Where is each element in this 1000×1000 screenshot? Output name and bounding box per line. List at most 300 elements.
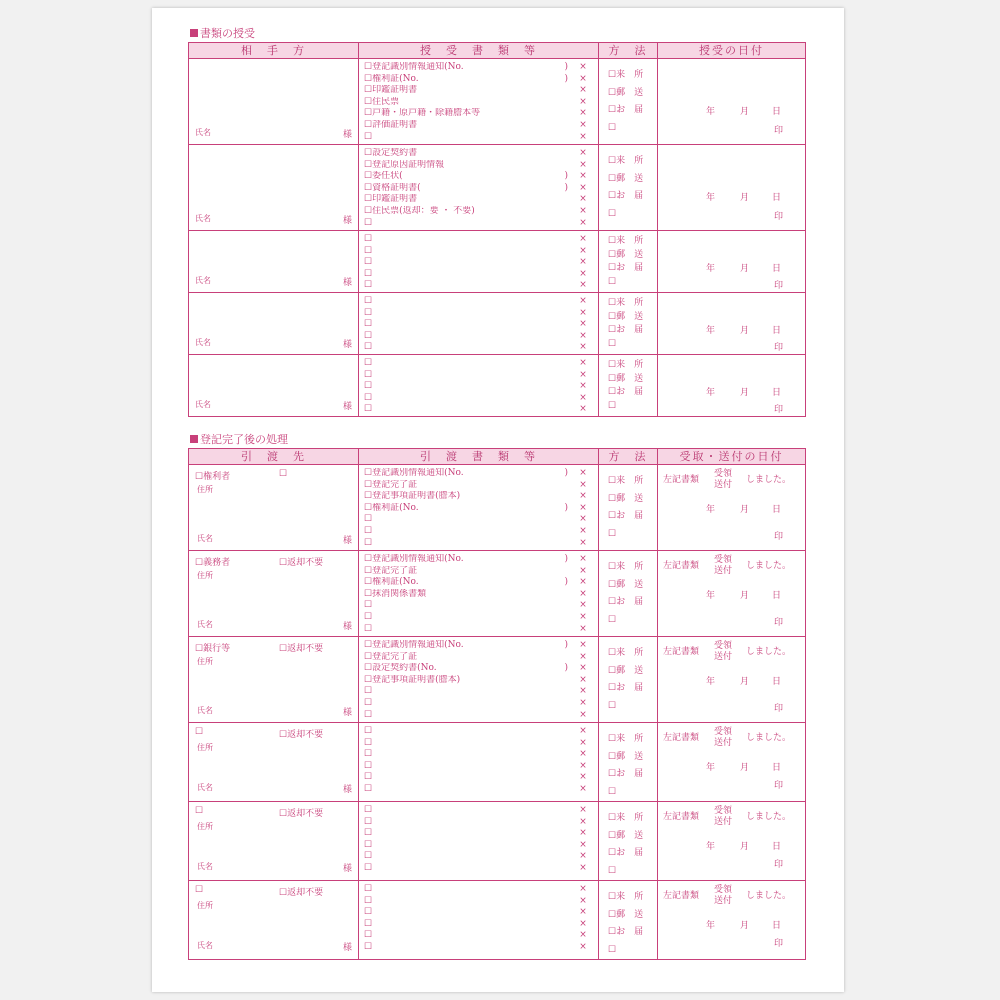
paren-close xyxy=(560,194,568,206)
document-checkbox-label[interactable]: ☐ xyxy=(364,783,373,794)
document-line[interactable] xyxy=(364,817,598,829)
document-line[interactable] xyxy=(364,491,598,503)
document-line[interactable] xyxy=(364,514,598,526)
document-line[interactable] xyxy=(364,370,598,382)
document-line[interactable] xyxy=(364,358,598,370)
document-line[interactable] xyxy=(364,919,598,931)
document-line[interactable] xyxy=(364,74,598,86)
document-checkbox-label[interactable]: ☐印鑑証明書 xyxy=(364,194,418,205)
document-line[interactable] xyxy=(364,784,598,796)
method-option[interactable]: ☐ xyxy=(608,208,617,219)
exchange-row xyxy=(189,59,806,145)
return-not-needed-checkbox[interactable]: ☐返却不要 xyxy=(279,809,324,819)
address-label: 住所 xyxy=(197,657,213,666)
handover-row xyxy=(189,881,806,960)
document-checkbox-label[interactable]: ☐抹消関係書類 xyxy=(364,588,427,599)
month-label: 月 xyxy=(740,326,750,336)
document-checkbox-label[interactable]: ☐ xyxy=(364,525,373,536)
paren-close xyxy=(560,566,568,578)
header-counterparty: 相 手 方 xyxy=(189,43,359,59)
document-line[interactable] xyxy=(364,907,598,919)
handover-row xyxy=(189,802,806,881)
multiply-icon: × xyxy=(579,194,587,205)
document-line[interactable] xyxy=(364,749,598,761)
document-line[interactable] xyxy=(364,884,598,896)
document-checkbox-label[interactable]: ☐住民票 xyxy=(364,96,400,107)
square-bullet-icon xyxy=(190,29,198,37)
counterparty-cell[interactable] xyxy=(189,293,359,355)
method-option[interactable]: ☐郵 送 xyxy=(608,751,644,762)
document-checkbox-label[interactable]: ☐ xyxy=(364,358,373,368)
method-option[interactable]: ☐ xyxy=(608,338,617,349)
name-label: 氏名 xyxy=(197,706,213,715)
multiply-icon: × xyxy=(579,234,587,244)
method-option[interactable]: ☐来 所 xyxy=(608,734,644,744)
name-label: 氏名 xyxy=(195,214,211,223)
return-not-needed-checkbox[interactable]: ☐ xyxy=(279,469,288,479)
document-checkbox-label[interactable]: ☐住民票(返却：要 ・ 不要) xyxy=(364,205,475,216)
seal-label: 印 xyxy=(773,281,783,291)
address-label: 住所 xyxy=(197,485,213,494)
document-list xyxy=(359,637,598,721)
recipient-checkbox[interactable]: ☐ xyxy=(195,885,204,895)
method-cell xyxy=(599,802,658,881)
return-not-needed-checkbox[interactable]: ☐返却不要 xyxy=(279,888,324,898)
method-option[interactable]: ☐郵 送 xyxy=(608,493,644,504)
method-option[interactable]: ☐郵 送 xyxy=(608,909,644,920)
document-line[interactable] xyxy=(364,828,598,840)
document-checkbox-label[interactable]: ☐ xyxy=(364,234,373,244)
document-line[interactable] xyxy=(364,851,598,863)
document-line[interactable] xyxy=(364,738,598,750)
handover-documents-cell xyxy=(359,637,599,723)
multiply-icon: × xyxy=(579,245,587,256)
document-line[interactable] xyxy=(364,183,598,195)
document-line[interactable] xyxy=(364,526,598,538)
document-checkbox-label[interactable]: ☐ xyxy=(364,839,373,850)
document-line[interactable] xyxy=(364,554,598,566)
document-line[interactable] xyxy=(364,663,598,675)
method-option[interactable]: ☐来 所 xyxy=(608,70,644,80)
document-checkbox-label[interactable]: ☐ xyxy=(364,537,373,548)
document-list xyxy=(359,145,598,229)
paren-close xyxy=(560,257,568,269)
counterparty-cell[interactable] xyxy=(189,59,359,145)
document-line[interactable] xyxy=(364,624,598,636)
multiply-icon: × xyxy=(579,884,587,894)
document-checkbox-label[interactable]: ☐ xyxy=(364,514,373,525)
document-checkbox-label[interactable]: ☐権利証(No. xyxy=(364,502,419,513)
document-line[interactable] xyxy=(364,319,598,331)
recipient-cell[interactable] xyxy=(189,881,359,960)
document-checkbox-label[interactable]: ☐ xyxy=(364,816,373,827)
method-option[interactable]: ☐来 所 xyxy=(608,360,644,370)
document-line[interactable] xyxy=(364,171,598,183)
document-line[interactable] xyxy=(364,538,598,550)
receipt-prefix: 左記書類 xyxy=(663,475,700,485)
document-checkbox-label[interactable]: ☐ xyxy=(364,709,373,720)
document-line[interactable] xyxy=(364,381,598,393)
document-line[interactable] xyxy=(364,331,598,343)
seal-label: 印 xyxy=(773,618,783,628)
document-checkbox-label[interactable]: ☐ xyxy=(364,404,373,415)
document-checkbox-label[interactable]: ☐ xyxy=(364,884,373,894)
send-option[interactable]: 送付 xyxy=(714,896,733,906)
method-option[interactable]: ☐お 届 xyxy=(608,325,644,335)
receive-option[interactable]: 受領 xyxy=(714,555,733,565)
document-line[interactable] xyxy=(364,726,598,738)
method-option[interactable]: ☐郵 送 xyxy=(608,665,644,676)
month-label: 月 xyxy=(740,107,750,117)
multiply-icon: × xyxy=(579,816,587,827)
document-line[interactable] xyxy=(364,234,598,246)
handover-row xyxy=(189,465,806,551)
document-checkbox-label[interactable]: ☐ xyxy=(364,307,373,318)
paren-close xyxy=(560,675,568,687)
send-option[interactable]: 送付 xyxy=(714,817,733,827)
method-option[interactable]: ☐お 届 xyxy=(608,769,644,779)
document-checkbox-label[interactable]: ☐登記完了証 xyxy=(364,565,418,576)
method-option[interactable]: ☐ xyxy=(608,400,617,411)
method-option[interactable]: ☐お 届 xyxy=(608,105,644,115)
recipient-checkbox[interactable]: ☐ xyxy=(195,727,204,737)
document-line[interactable] xyxy=(364,62,598,74)
document-checkbox-label[interactable]: ☐登記完了証 xyxy=(364,651,418,662)
document-line[interactable] xyxy=(364,342,598,354)
document-checkbox-label[interactable]: ☐ xyxy=(364,280,373,291)
document-line[interactable] xyxy=(364,761,598,773)
document-checkbox-label[interactable]: ☐登記完了証 xyxy=(364,479,418,490)
recipient-cell[interactable] xyxy=(189,723,359,802)
method-option[interactable]: ☐郵 送 xyxy=(608,579,644,590)
counterparty-cell[interactable] xyxy=(189,231,359,293)
document-line[interactable] xyxy=(364,612,598,624)
handover-row xyxy=(189,551,806,637)
method-option[interactable]: ☐郵 送 xyxy=(608,249,644,260)
honorific-label: 様 xyxy=(342,785,352,795)
receive-option[interactable]: 受領 xyxy=(714,806,733,816)
multiply-icon: × xyxy=(579,537,587,548)
document-checkbox-label[interactable]: ☐ xyxy=(364,772,373,783)
receive-option[interactable]: 受領 xyxy=(714,727,733,737)
document-checkbox-label[interactable]: ☐登記識別情報通知(No. xyxy=(364,468,464,478)
return-not-needed-checkbox[interactable]: ☐返却不要 xyxy=(279,730,324,740)
method-option[interactable]: ☐ xyxy=(608,700,617,711)
documents-exchange-table xyxy=(188,42,806,417)
send-option[interactable]: 送付 xyxy=(714,566,733,576)
document-line[interactable] xyxy=(364,296,598,308)
multiply-icon: × xyxy=(579,686,587,697)
method-option[interactable]: ☐お 届 xyxy=(608,511,644,521)
method-option[interactable]: ☐来 所 xyxy=(608,298,644,308)
receive-option[interactable]: 受領 xyxy=(714,885,733,895)
document-line[interactable] xyxy=(364,566,598,578)
method-option[interactable]: ☐ xyxy=(608,786,617,797)
method-option[interactable]: ☐お 届 xyxy=(608,848,644,858)
method-option[interactable]: ☐お 届 xyxy=(608,927,644,937)
document-checkbox-label[interactable]: ☐ xyxy=(364,392,373,403)
recipient-checkbox[interactable]: ☐義務者 xyxy=(195,558,231,568)
method-option[interactable]: ☐来 所 xyxy=(608,648,644,658)
paren-close xyxy=(560,686,568,698)
document-checkbox-label[interactable]: ☐ xyxy=(364,862,373,873)
method-option[interactable]: ☐来 所 xyxy=(608,156,644,166)
document-checkbox-label[interactable]: ☐委任状( xyxy=(364,171,403,182)
seal-label: 印 xyxy=(773,860,783,870)
document-checkbox-label[interactable]: ☐登記事項証明書(謄本) xyxy=(364,674,461,685)
paren-close xyxy=(560,805,568,817)
paren-close xyxy=(560,97,568,109)
paren-close xyxy=(560,919,568,931)
method-option[interactable]: ☐ xyxy=(608,614,617,625)
method-option[interactable]: ☐ xyxy=(608,944,617,955)
document-checkbox-label[interactable]: ☐ xyxy=(364,907,373,918)
document-line[interactable] xyxy=(364,206,598,218)
day-label: 日 xyxy=(772,763,782,773)
method-option[interactable]: ☐来 所 xyxy=(608,562,644,572)
day-label: 日 xyxy=(772,388,782,398)
multiply-icon: × xyxy=(579,930,587,941)
document-checkbox-label[interactable]: ☐ xyxy=(364,611,373,622)
document-checkbox-label[interactable]: ☐ xyxy=(364,268,373,279)
receipt-prefix: 左記書類 xyxy=(663,647,700,657)
seal-label: 印 xyxy=(773,343,783,353)
method-option[interactable]: ☐お 届 xyxy=(608,191,644,201)
document-line[interactable] xyxy=(364,698,598,710)
document-checkbox-label[interactable]: ☐ xyxy=(364,686,373,697)
document-checkbox-label[interactable]: ☐ xyxy=(364,737,373,748)
receipt-date-cell xyxy=(658,637,806,723)
method-option[interactable]: ☐お 届 xyxy=(608,263,644,273)
document-checkbox-label[interactable]: ☐ xyxy=(364,319,373,330)
document-line[interactable] xyxy=(364,308,598,320)
document-line[interactable] xyxy=(364,686,598,698)
document-checkbox-label[interactable]: ☐ xyxy=(364,726,373,736)
paren-close xyxy=(560,907,568,919)
multiply-icon: × xyxy=(579,280,587,291)
recipient-checkbox[interactable]: ☐ xyxy=(195,806,204,816)
document-checkbox-label[interactable]: ☐ xyxy=(364,600,373,611)
document-line[interactable] xyxy=(364,85,598,97)
method-option[interactable]: ☐郵 送 xyxy=(608,87,644,98)
send-option[interactable]: 送付 xyxy=(714,480,733,490)
document-line[interactable] xyxy=(364,97,598,109)
document-line[interactable] xyxy=(364,194,598,206)
document-checkbox-label[interactable]: ☐登記識別情報通知(No. xyxy=(364,554,464,564)
paren-close xyxy=(560,749,568,761)
document-checkbox-label[interactable]: ☐ xyxy=(364,930,373,941)
method-cell xyxy=(599,59,658,145)
exchange-row xyxy=(189,145,806,231)
document-line[interactable] xyxy=(364,840,598,852)
document-list xyxy=(359,465,598,549)
method-cell xyxy=(599,231,658,293)
counterparty-cell[interactable] xyxy=(189,355,359,417)
document-checkbox-label[interactable]: ☐印鑑証明書 xyxy=(364,85,418,96)
document-checkbox-label[interactable]: ☐登記識別情報通知(No. xyxy=(364,640,464,650)
document-line[interactable] xyxy=(364,280,598,292)
year-label: 年 xyxy=(706,763,716,773)
document-line[interactable] xyxy=(364,160,598,172)
recipient-cell[interactable] xyxy=(189,637,359,723)
paren-close xyxy=(560,863,568,875)
exchange-row xyxy=(189,231,806,293)
document-checkbox-label[interactable]: ☐ xyxy=(364,749,373,760)
multiply-icon: × xyxy=(579,205,587,216)
document-list xyxy=(359,723,598,796)
recipient-cell[interactable] xyxy=(189,465,359,551)
receipt-suffix: しました。 xyxy=(746,647,792,657)
document-checkbox-label[interactable]: ☐ xyxy=(364,381,373,392)
multiply-icon: × xyxy=(579,565,587,576)
document-checkbox-label[interactable]: ☐ xyxy=(364,918,373,929)
document-line[interactable] xyxy=(364,640,598,652)
document-checkbox-label[interactable]: ☐ xyxy=(364,369,373,380)
document-line[interactable] xyxy=(364,600,598,612)
recipient-cell[interactable] xyxy=(189,551,359,637)
name-label: 氏名 xyxy=(197,783,213,792)
document-line[interactable] xyxy=(364,468,598,480)
document-checkbox-label[interactable]: ☐ xyxy=(364,828,373,839)
document-checkbox-label[interactable]: ☐ xyxy=(364,217,373,228)
paren-close: ) xyxy=(564,73,568,84)
document-line[interactable] xyxy=(364,218,598,230)
document-line[interactable] xyxy=(364,772,598,784)
method-option[interactable]: ☐来 所 xyxy=(608,892,644,902)
document-checkbox-label[interactable]: ☐ xyxy=(364,245,373,256)
document-checkbox-label[interactable]: ☐登記原因証明情報 xyxy=(364,159,445,170)
document-line[interactable] xyxy=(364,577,598,589)
document-checkbox-label[interactable]: ☐ xyxy=(364,296,373,306)
document-line[interactable] xyxy=(364,805,598,817)
date-box xyxy=(658,465,805,551)
year-label: 年 xyxy=(706,591,716,601)
document-checkbox-label[interactable]: ☐ xyxy=(364,623,373,634)
document-checkbox-label[interactable]: ☐設定契約書 xyxy=(364,148,418,158)
document-line[interactable] xyxy=(364,404,598,416)
method-option[interactable]: ☐来 所 xyxy=(608,476,644,486)
document-line[interactable] xyxy=(364,863,598,875)
method-option[interactable]: ☐郵 送 xyxy=(608,173,644,184)
return-not-needed-checkbox[interactable]: ☐返却不要 xyxy=(279,644,324,654)
section2-title-wrap xyxy=(190,431,288,447)
multiply-icon: × xyxy=(579,358,587,368)
method-cell xyxy=(599,355,658,417)
document-line[interactable] xyxy=(364,942,598,954)
document-line[interactable] xyxy=(364,257,598,269)
method-option[interactable]: ☐郵 送 xyxy=(608,373,644,384)
method-option[interactable]: ☐ xyxy=(608,276,617,287)
document-checkbox-label[interactable]: ☐ xyxy=(364,941,373,952)
return-not-needed-checkbox[interactable]: ☐返却不要 xyxy=(279,558,324,568)
documents-cell xyxy=(359,231,599,293)
method-cell xyxy=(599,881,658,960)
document-checkbox-label[interactable]: ☐ xyxy=(364,342,373,353)
method-option[interactable]: ☐ xyxy=(608,865,617,876)
document-checkbox-label[interactable]: ☐登記事項証明書(謄本) xyxy=(364,491,461,502)
multiply-icon: × xyxy=(579,131,587,142)
document-checkbox-label[interactable]: ☐ xyxy=(364,805,373,815)
method-option[interactable]: ☐お 届 xyxy=(608,683,644,693)
method-cell xyxy=(599,145,658,231)
document-checkbox-label[interactable]: ☐登記識別情報通知(No. xyxy=(364,62,464,72)
document-line[interactable] xyxy=(364,652,598,664)
document-checkbox-label[interactable]: ☐資格証明書( xyxy=(364,182,421,193)
documents-cell xyxy=(359,145,599,231)
document-checkbox-label[interactable]: ☐ xyxy=(364,697,373,708)
document-line[interactable] xyxy=(364,675,598,687)
receive-option[interactable]: 受領 xyxy=(714,469,733,479)
paren-close: ) xyxy=(564,502,568,513)
document-checkbox-label[interactable]: ☐ xyxy=(364,131,373,142)
document-line[interactable] xyxy=(364,120,598,132)
document-line[interactable] xyxy=(364,393,598,405)
document-line[interactable] xyxy=(364,269,598,281)
honorific-label: 様 xyxy=(342,278,352,288)
method-option[interactable]: ☐お 届 xyxy=(608,387,644,397)
document-checkbox-label[interactable]: ☐権利証(No. xyxy=(364,73,419,84)
document-checkbox-label[interactable]: ☐ xyxy=(364,895,373,906)
multiply-icon: × xyxy=(579,514,587,525)
method-option[interactable]: ☐来 所 xyxy=(608,236,644,246)
recipient-checkbox[interactable]: ☐銀行等 xyxy=(195,644,231,654)
date-box xyxy=(658,145,805,231)
document-checkbox-label[interactable]: ☐ xyxy=(364,851,373,862)
multiply-icon: × xyxy=(579,491,587,502)
document-checkbox-label[interactable]: ☐設定契約書(No. xyxy=(364,663,437,674)
document-checkbox-label[interactable]: ☐ xyxy=(364,330,373,341)
multiply-icon: × xyxy=(579,828,587,839)
document-line[interactable] xyxy=(364,246,598,258)
handover-documents-cell xyxy=(359,881,599,960)
method-option[interactable]: ☐ xyxy=(608,528,617,539)
receive-option[interactable]: 受領 xyxy=(714,641,733,651)
receipt-prefix: 左記書類 xyxy=(663,891,700,901)
method-option[interactable]: ☐来 所 xyxy=(608,813,644,823)
method-option[interactable]: ☐ xyxy=(608,122,617,133)
document-line[interactable] xyxy=(364,503,598,515)
document-line[interactable] xyxy=(364,589,598,601)
paren-close xyxy=(560,132,568,144)
document-line[interactable] xyxy=(364,148,598,160)
document-checkbox-label[interactable]: ☐権利証(No. xyxy=(364,577,419,588)
document-line[interactable] xyxy=(364,930,598,942)
send-option[interactable]: 送付 xyxy=(714,652,733,662)
method-option[interactable]: ☐郵 送 xyxy=(608,311,644,322)
document-line[interactable] xyxy=(364,896,598,908)
method-options xyxy=(599,723,657,801)
multiply-icon: × xyxy=(579,257,587,268)
send-option[interactable]: 送付 xyxy=(714,738,733,748)
document-line[interactable] xyxy=(364,480,598,492)
recipient-checkbox[interactable]: ☐権利者 xyxy=(195,472,231,482)
method-option[interactable]: ☐お 届 xyxy=(608,597,644,607)
recipient-cell[interactable] xyxy=(189,802,359,881)
document-checkbox-label[interactable]: ☐戸籍・原戸籍・除籍謄本等 xyxy=(364,108,481,119)
document-checkbox-label[interactable]: ☐ xyxy=(364,257,373,268)
document-line[interactable] xyxy=(364,132,598,144)
document-line[interactable] xyxy=(364,108,598,120)
address-label: 住所 xyxy=(197,571,213,580)
counterparty-cell[interactable] xyxy=(189,145,359,231)
paren-close xyxy=(560,393,568,405)
date-cell xyxy=(658,293,806,355)
document-checkbox-label[interactable]: ☐ xyxy=(364,760,373,771)
handover-row xyxy=(189,723,806,802)
method-option[interactable]: ☐郵 送 xyxy=(608,830,644,841)
document-checkbox-label[interactable]: ☐評価証明書 xyxy=(364,119,418,130)
document-line[interactable] xyxy=(364,710,598,722)
